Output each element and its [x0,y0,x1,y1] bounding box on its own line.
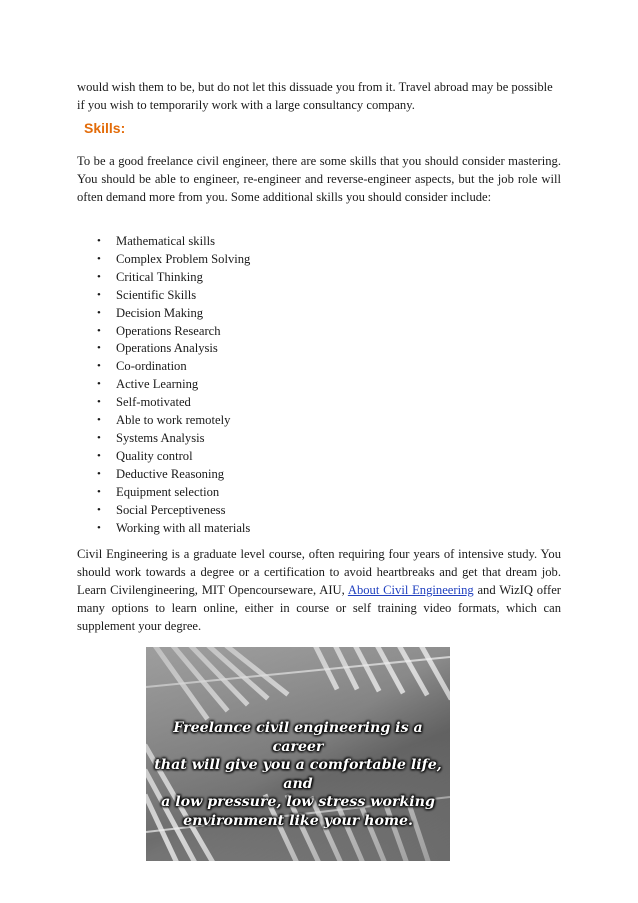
list-item [95,394,250,412]
skill-label: Operations Analysis [116,341,218,356]
bullet-icon: • [97,485,101,498]
quote-line: environment like your home. [183,812,413,829]
bullet-icon: • [97,414,101,427]
bullet-icon: • [97,288,101,301]
education-text-start: Civil Engineering is a graduate level course, often requiring four years of intensive study. You should work towards a degree or a certification to avoid heartbreaks and get that dream job. Learn Civilengineering, MIT Opencourseware, AIU, [77,547,561,597]
bullet-icon: • [97,306,101,319]
list-item [95,412,250,430]
bullet-icon: • [97,360,101,373]
bullet-icon: • [97,378,101,391]
quote-line: that will give you a comfortable life, and [154,757,442,792]
crosswalk-photo [146,647,450,861]
list-item [95,484,250,502]
bullet-icon: • [97,521,101,534]
skills-list [95,233,250,537]
skill-label: Scientific Skills [116,287,197,302]
bullet-icon: • [97,449,101,462]
about-civil-engineering-link[interactable]: About Civil Engineering [347,583,474,597]
skill-label: Systems Analysis [116,430,205,445]
bullet-icon: • [97,270,101,283]
list-item [95,340,250,358]
skills-intro-paragraph: To be a good freelance civil engineer, there are some skills that you should consider mastering. You should be able to engineer, re-engineer and reverse-engineer aspects, but the job role will often demand more from you. Some additional skills you should consider include: [77,154,561,204]
list-item [95,358,250,376]
skill-label: Able to work remotely [116,413,231,428]
skill-label: Critical Thinking [116,269,203,284]
skill-label: Mathematical skills [116,234,215,248]
list-item [95,502,250,520]
intro-paragraph: would wish them to be, but do not let this dissuade you from it. Travel abroad may be possible if you wish to temporarily work with a large consultancy company. [77,80,553,112]
list-item [95,323,250,341]
list-item [95,233,250,251]
bullet-icon: • [97,235,101,247]
skill-label: Deductive Reasoning [116,466,225,481]
skill-label: Social Perceptiveness [116,502,226,517]
skill-label: Complex Problem Solving [116,251,251,266]
bullet-icon: • [97,396,101,409]
skill-label: Quality control [116,448,193,463]
skill-label: Co-ordination [116,359,187,374]
list-item [95,430,250,448]
bullet-icon: • [97,342,101,355]
skill-label: Decision Making [116,305,204,320]
list-item [95,251,250,269]
skill-label: Equipment selection [116,484,220,499]
skill-label: Active Learning [116,377,199,392]
list-item [95,305,250,323]
skill-label: Working with all materials [116,520,251,535]
list-item [95,448,250,466]
quote-line: Freelance civil engineering is a career [173,720,423,755]
skills-heading: Skills: [84,120,126,136]
bullet-icon: • [97,431,101,444]
list-item [95,520,250,538]
list-item [95,269,250,287]
list-item [95,466,250,484]
list-item [95,287,250,305]
skill-label: Operations Research [116,323,221,338]
quote-line: a low pressure, low stress working [161,794,435,810]
skill-label: Self-motivated [116,395,191,410]
bullet-icon: • [97,324,101,337]
bullet-icon: • [97,467,101,480]
bullet-icon: • [97,503,101,516]
education-paragraph [77,545,561,635]
education-text-end: and WizIQ offer many options to learn online, either in course or self training video formats, which can supplement your degree. [77,583,561,633]
bullet-icon: • [97,252,101,265]
list-item [95,376,250,394]
photo-quote [146,719,450,830]
